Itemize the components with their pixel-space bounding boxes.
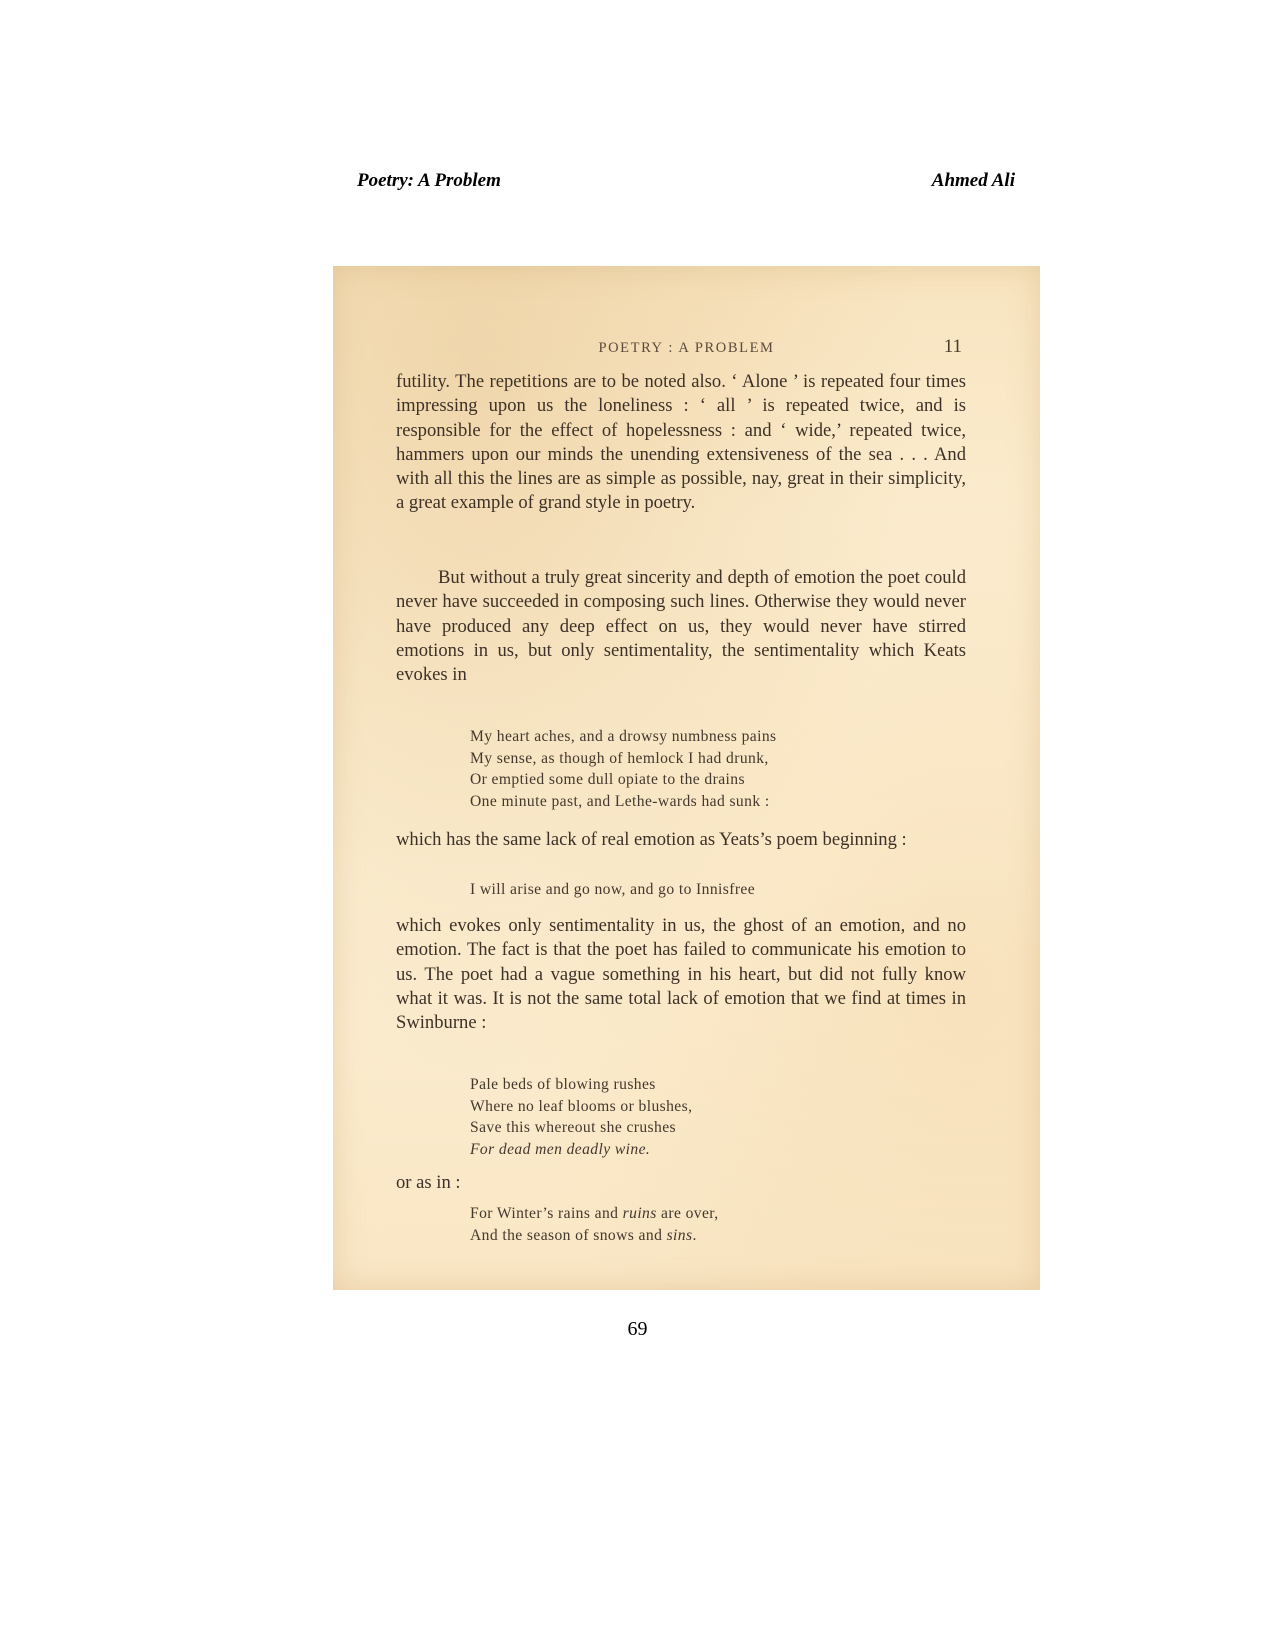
verse-line: My sense, as though of hemlock I had drunk, [470, 749, 769, 767]
verse-line: I will arise and go now, and go to Innisfree [470, 881, 756, 898]
verse-line: Where no leaf blooms or blushes, [470, 1097, 693, 1115]
verse-text: are over, [656, 1205, 719, 1222]
verse-line: Pale beds of blowing rushes [470, 1076, 656, 1093]
verse-line: One minute past, and Lethe-wards had sunk : [470, 792, 770, 810]
verse-line [470, 1203, 950, 1225]
swinburne-quotation-2 [470, 1203, 950, 1246]
paragraph-sincerity: But without a truly great sincerity and depth of emotion the poet could never have succeeded in composing such lines. Otherwise they would never have produced any deep effect on us, they would never have stirred emotions in us, but only sentimentality, the sentimentality which Keats evokes in [396, 567, 966, 686]
scanned-running-title: POETRY : A PROBLEM [598, 340, 775, 356]
paragraph-futility: futility. The repetitions are to be noted also. ‘ Alone ’ is repeated four times impressing upon us the loneliness : ‘ all ’ is repeated twice, and is responsible for the effect of hopelessness : and ‘ wide,’ repeated twice, hammers upon our minds the unending extensiveness of the sea . . . And with all this the lines are as simple as possible, nay, great in their simplicity, a great example of grand style in poetry. [396, 371, 966, 514]
verse-italic-word: sins [666, 1226, 693, 1244]
verse-line-italic: For dead men deadly wine. [470, 1140, 651, 1158]
verse-line: Or emptied some dull opiate to the drains [470, 771, 745, 788]
scanned-page-header [333, 336, 1040, 360]
verse-text: For Winter’s rains and [470, 1205, 623, 1222]
paragraph-sentimentality: which evokes only sentimentality in us, the ghost of an emotion, and no emotion. The fact is that the poet has failed to communicate his emotion to us. The poet had a vague something in his heart, but did not fully know what it was. It is not the same total lack of emotion that we find at times in Swinburne : [396, 915, 966, 1034]
paragraph-or-as-in: or as in : [396, 1172, 461, 1193]
yeats-quotation [470, 879, 950, 901]
scanned-page-number: 11 [943, 336, 962, 357]
page-number: 69 [627, 1318, 648, 1340]
paragraph-yeats-intro: which has the same lack of real emotion as Yeats’s poem beginning : [396, 829, 907, 850]
verse-italic-word: ruins [622, 1205, 657, 1222]
keats-quotation [470, 726, 950, 812]
verse-text: . [692, 1226, 697, 1244]
verse-line: Save this whereout she crushes [470, 1119, 677, 1136]
running-head-title: Poetry: A Problem [357, 170, 501, 191]
scanned-page [333, 266, 1040, 1290]
verse-line [470, 1225, 950, 1247]
verse-text: And the season of snows and [470, 1226, 667, 1244]
swinburne-quotation-1 [470, 1074, 950, 1160]
verse-line: My heart aches, and a drowsy numbness pains [470, 728, 777, 745]
running-head-author: Ahmed Ali [931, 170, 1015, 191]
